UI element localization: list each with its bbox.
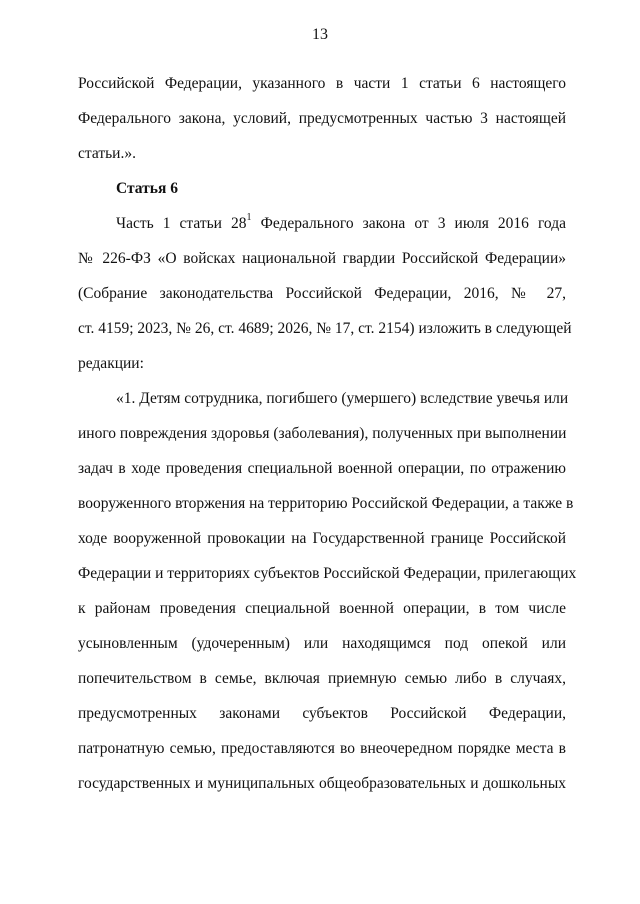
text-line [78,206,566,241]
text-line: к районам проведения специальной военной операции, в том числе [78,600,566,617]
text-line: (Собрание законодательства Российской Федерации, 2016, № 27, [78,285,566,302]
text-line: ст. 4159; 2023, № 26, ст. 4689; 2026, № 17, ст. 2154) изложить в следующей [78,320,572,337]
text-line: государственных и муниципальных общеобразовательных и дошкольных [78,775,566,792]
text-line: предусмотренных законами субъектов Российской Федерации, [78,705,566,722]
text-line: «1. Детям сотрудника, погибшего (умершего) вследствие увечья или [116,390,569,407]
document-body [78,66,577,801]
text-line: Российской Федерации, указанного в части 1 статьи 6 настоящего [78,75,566,92]
text-line: № 226-ФЗ «О войсках национальной гвардии Российской Федерации» [78,250,566,267]
text-line: статьи.». [78,145,136,162]
text-segment: Федерального закона от 3 июля 2016 года [251,215,567,232]
article-heading: Статья 6 [116,180,178,197]
text-line: патронатную семью, предоставляются во внеочередном порядке места в [78,740,566,757]
superscript: 1 [246,211,252,223]
page-number: 13 [312,26,328,43]
text-line: попечительством в семье, включая приемную семью либо в случаях, [78,670,566,687]
text-line: иного повреждения здоровья (заболевания), полученных при выполнении [78,425,567,442]
text-line: усыновленным (удочеренным) или находящимся под опекой или [78,635,566,652]
text-line: задач в ходе проведения специальной военной операции, по отражению [78,460,566,477]
text-line: Федерации и территориях субъектов Российской Федерации, прилегающих [78,565,577,582]
text-line: редакции: [78,355,144,372]
text-line: вооруженного вторжения на территорию Российской Федерации, а также в [78,495,574,512]
text-line: Федерального закона, условий, предусмотренных частью 3 настоящей [78,110,566,127]
text-segment: Часть 1 статьи 28 [116,215,247,232]
text-line: ходе вооруженной провокации на Государственной границе Российской [78,530,566,547]
